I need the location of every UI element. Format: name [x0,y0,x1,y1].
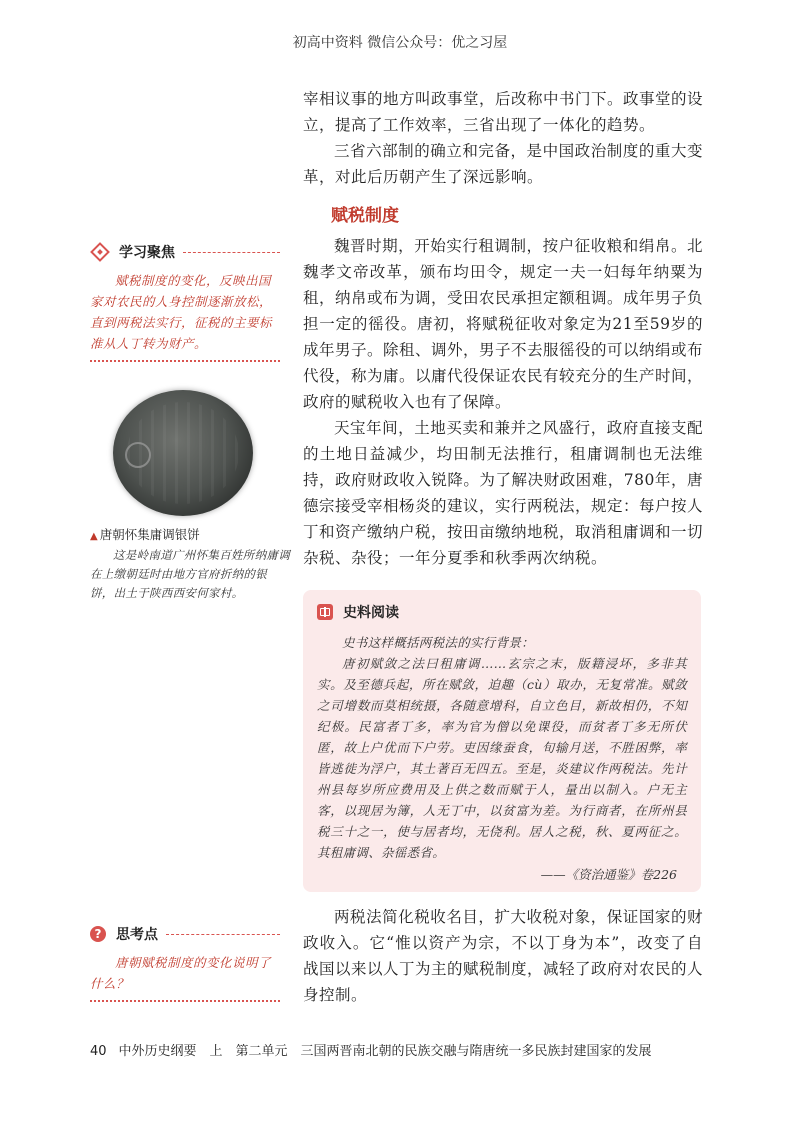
section-body [303,233,703,571]
divider [166,934,280,935]
intro-text-block [303,86,703,190]
caption-text: 这是岭南道广州怀集百姓所纳庸调在上缴朝廷时由地方官府折纳的银饼，出土于陕西西安何家村。 [90,548,290,600]
question-icon: ? [90,926,106,942]
divider [90,360,280,362]
image-caption [90,525,290,603]
learning-focus-box [90,242,280,362]
page-header: 初高中资料 微信公众号：优之习屋 [292,35,508,51]
think-title: 思考点 [116,927,158,943]
paragraph: 魏晋时期，开始实行租调制，按户征收粮和绢帛。北魏孝文帝改革，颁布均田令，规定一夫一妇每年纳粟为租，纳帛或布为调，受田农民承担定额租调。成年男子负担一定的徭役。唐初，将赋税征收对象定为21至59岁的成年男子。除租、调外，男子不去服徭役的可以纳绢或布代役，称为庸。以庸代役保证农民有较充分的生产时间，政府的赋税收入也有了保障。 [303,237,704,411]
reading-intro: 史书这样概括两税法的实行背景： [342,635,535,650]
coin-image [113,390,258,530]
diamond-icon [90,242,110,262]
footer-text: 中外历史纲要 上 第二单元 三国两晋南北朝的民族交融与隋唐统一多民族封建国家的发展 [118,1044,652,1059]
page-number: 40 [90,1044,107,1059]
closing-text-block [303,904,703,1008]
paragraph: 宰相议事的地方叫政事堂，后改称中书门下。政事堂的设立，提高了工作效率，三省出现了一体化的趋势。 [303,90,704,134]
historical-reading-box [303,590,701,892]
think-question: 唐朝赋税制度的变化说明了什么？ [90,955,272,991]
reading-text [317,632,687,863]
divider [183,252,280,253]
stamp-mark [125,442,151,468]
reading-quote: 唐初赋敛之法曰租庸调……玄宗之末，版籍浸坏，多非其实。及至德兵起，所在赋敛，迫趣（cù）取办，无复常准。赋敛之司增数而莫相统摄，各随意增科，自立色目，新故相仍，不知纪极。民富者丁多，率为官为僧以免课役，而贫者丁多无所伏匿，故上户优而下户劳。吏因缘蚕食，旬输月送，不胜困弊，率皆逃徙为浮户，其土著百无四五。至是，炎建议作两税法。先计州县每岁所应费用及上供之数而赋于人，量出以制入。户无主客，以现居为簿，人无丁中，以贫富为差。为行商者，在所州县税三十之一，使与居者均，无侥利。居人之税，秋、夏两征之。其租庸调、杂徭悉省。 [317,656,687,860]
reading-title: 史料阅读 [343,605,399,621]
caption-title: 唐朝怀集庸调银饼 [99,527,200,542]
learning-focus-header [90,242,280,262]
learning-focus-title: 学习聚焦 [119,245,175,261]
think-point-box [90,924,280,1002]
reading-source: ——《资治通鉴》卷226 [540,867,677,882]
book-icon [317,604,333,620]
triangle-icon: ▲ [90,531,98,542]
learning-focus-text: 赋税制度的变化，反映出国家对农民的人身控制逐渐放松，直到两税法实行，征税的主要标准从人丁转为财产。 [90,273,273,351]
divider [90,1000,280,1002]
page-footer [90,1040,652,1059]
paragraph: 两税法简化税收名目，扩大收税对象，保证国家的财政收入。它“惟以资产为宗，不以丁身为本”，改变了自战国以来以人丁为主的赋税制度，减轻了政府对农民的人身控制。 [303,908,704,1004]
silver-cake-photo [113,390,253,516]
paragraph: 天宝年间，土地买卖和兼并之风盛行，政府直接支配的土地日益减少，均田制无法推行，租庸调制也无法维持，政府财政收入锐降。为了解决财政困难，780年，唐德宗接受宰相杨炎的建议，实行两税法，规定：每户按人丁和资产缴纳户税，按田亩缴纳地税，取消租庸调和一切杂税、杂役；一年分夏季和秋季两次纳税。 [303,419,704,567]
paragraph: 三省六部制的确立和完备，是中国政治制度的重大变革，对此后历朝产生了深远影响。 [303,142,703,186]
section-title: 赋税制度 [331,206,399,226]
